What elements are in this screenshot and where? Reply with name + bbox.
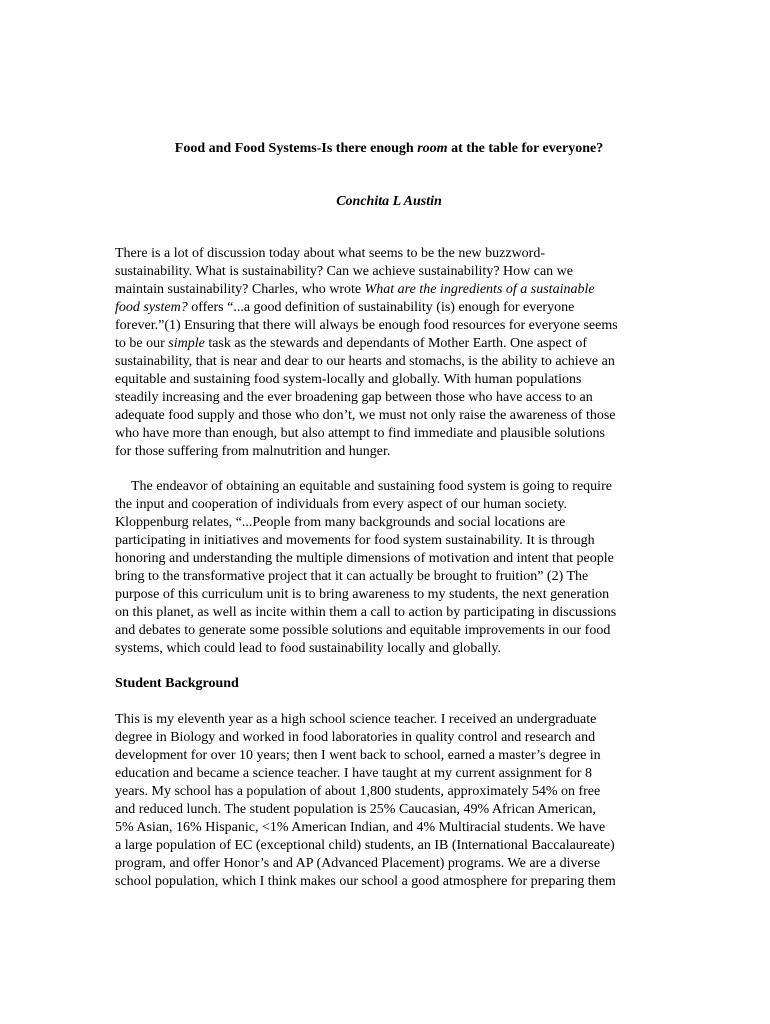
paragraph-line: honoring and understanding the multiple dimensions of motivation and intent that people (115, 551, 614, 566)
text-run: to be our (115, 336, 169, 351)
paragraph-line: bring to the transformative project that it can actually be brought to fruition” (2) The (115, 569, 589, 584)
document-title (115, 140, 663, 158)
text-run: task as the stewards and dependants of Mother Earth. One aspect of (204, 336, 587, 351)
paragraph-line: school population, which I think makes our school a good atmosphere for preparing them (115, 874, 616, 889)
title-emphasis: room (417, 141, 448, 156)
paragraph-line: purpose of this curriculum unit is to bring awareness to my students, the next generation (115, 587, 610, 602)
paragraph-line: and debates to generate some possible solutions and equitable improvements in our food (115, 623, 611, 638)
title-text-before: Food and Food Systems-Is there enough (174, 141, 418, 156)
section-heading: Student Background (115, 676, 239, 691)
cited-title: What are the ingredients of a sustainable (364, 282, 595, 297)
paragraph-line: Kloppenburg relates, “...People from many backgrounds and social locations are (115, 515, 566, 530)
paragraph-line: There is a lot of discussion today about what seems to be the new buzzword- (115, 246, 546, 261)
paragraph-line: on this planet, as well as incite within them a call to action by participating in discussions (115, 605, 617, 620)
paragraph-line: systems, which could lead to food sustainability locally and globally. (115, 641, 501, 656)
title-text-after: at the table for everyone? (447, 141, 604, 156)
paragraph-line: equitable and sustaining food system-locally and globally. With human populations (115, 372, 582, 387)
intro-paragraph (115, 245, 663, 461)
paragraph-line: participating in initiatives and movements for food system sustainability. It is through (115, 533, 595, 548)
paragraph-line: education and became a science teacher. I have taught at my current assignment for 8 (115, 766, 592, 781)
text-run: offers “...a good definition of sustainability (is) enough for everyone (187, 300, 575, 315)
background-paragraph (115, 711, 663, 891)
paragraph-line: This is my eleventh year as a high school science teacher. I received an undergraduate (115, 712, 597, 727)
paragraph-line: for those suffering from malnutrition and hunger. (115, 444, 391, 459)
paragraph-line: 5% Asian, 16% Hispanic, <1% American Indian, and 4% Multiracial students. We have (115, 820, 606, 835)
purpose-paragraph (115, 478, 663, 658)
paragraph-line: who have more than enough, but also attempt to find immediate and plausible solutions (115, 426, 605, 441)
paragraph-line: The endeavor of obtaining an equitable and sustaining food system is going to require (131, 479, 612, 494)
paragraph-line: sustainability. What is sustainability? Can we achieve sustainability? How can we (115, 264, 574, 279)
paragraph-line: degree in Biology and worked in food laboratories in quality control and research and (115, 730, 596, 745)
emphasis-word: simple (168, 336, 205, 351)
paragraph-line: sustainability, that is near and dear to our hearts and stomachs, is the ability to achieve an (115, 354, 615, 369)
paragraph-line: the input and cooperation of individuals from every aspect of our human society. (115, 497, 568, 512)
paragraph-line: years. My school has a population of about 1,800 students, approximately 54% on free (115, 784, 601, 799)
paragraph-line (115, 281, 663, 299)
paragraph-line (115, 299, 663, 317)
text-run: maintain sustainability? Charles, who wrote (115, 282, 365, 297)
paragraph-line: a large population of EC (exceptional child) students, an IB (International Baccalaureate) (115, 838, 615, 853)
paragraph-line: development for over 10 years; then I went back to school, earned a master’s degree in (115, 748, 601, 763)
paragraph-line: forever.”(1) Ensuring that there will always be enough food resources for everyone seems (115, 318, 618, 333)
document-author: Conchita L Austin (336, 194, 442, 209)
paragraph-line: and reduced lunch. The student population is 25% Caucasian, 49% African American, (115, 802, 597, 817)
paragraph-line: steadily increasing and the ever broadening gap between those who have access to an (115, 390, 593, 405)
paragraph-line: program, and offer Honor’s and AP (Advanced Placement) programs. We are a diverse (115, 856, 601, 871)
cited-title-end: food system? (115, 300, 188, 315)
paragraph-line: adequate food supply and those who don’t, we must not only raise the awareness of those (115, 408, 616, 423)
paragraph-line (115, 335, 663, 353)
document-page (115, 140, 663, 891)
